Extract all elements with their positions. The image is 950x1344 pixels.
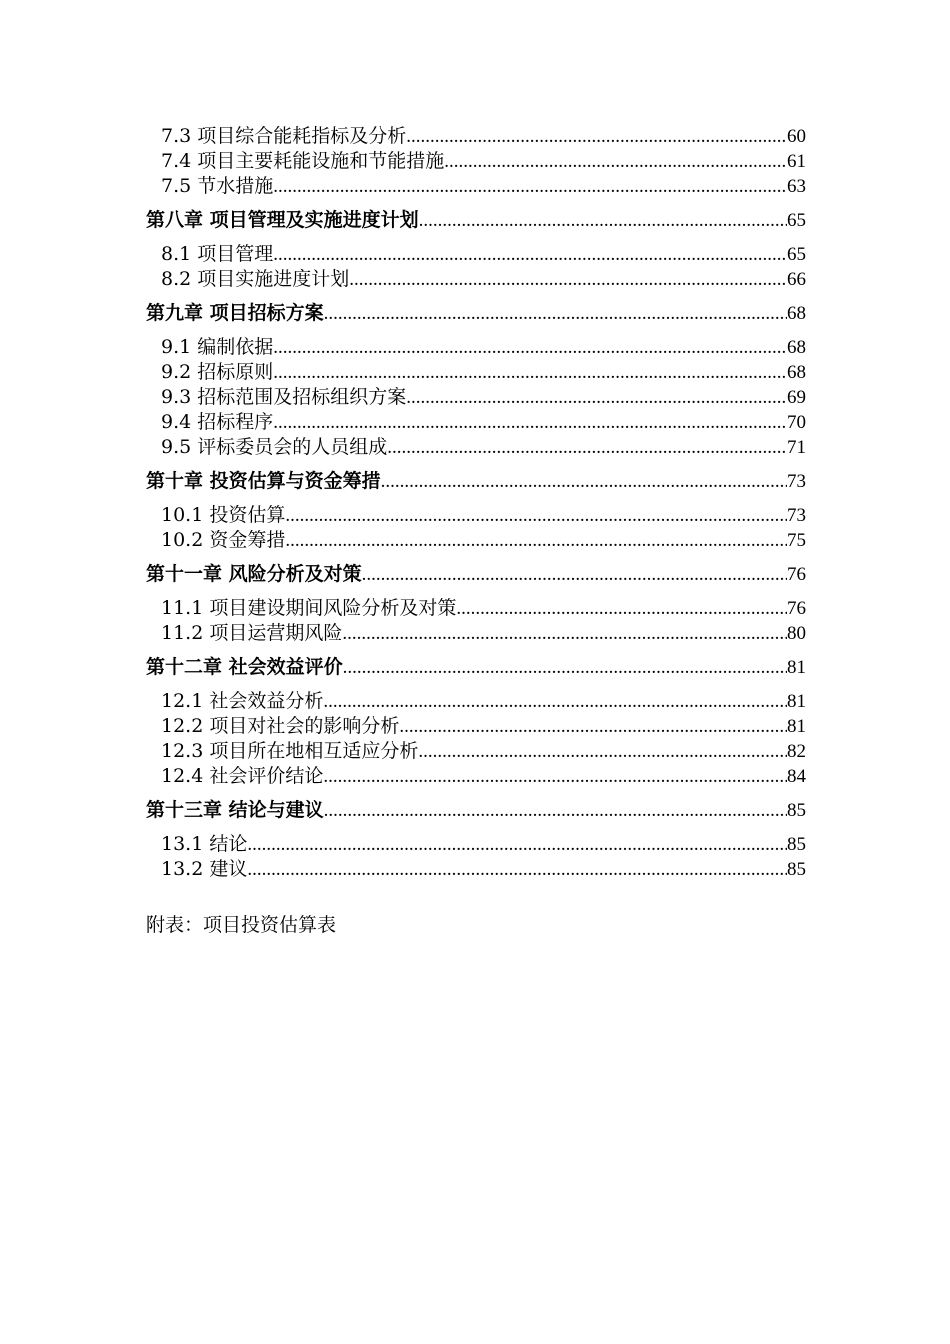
toc-chapter-page: 76 xyxy=(787,564,806,585)
toc-entry-title: 9.1 编制依据 xyxy=(161,336,274,358)
toc-entry[interactable] xyxy=(146,385,806,410)
toc-chapter-title: 第八章 项目管理及实施进度计划 xyxy=(146,209,419,231)
leader-dots xyxy=(273,335,787,360)
leader-dots xyxy=(387,435,787,460)
toc-entry-title: 10.1 投资估算 xyxy=(161,504,286,526)
toc-entry-title: 11.2 项目运营期风险 xyxy=(161,622,343,644)
toc-chapter[interactable] xyxy=(146,655,806,680)
leader-dots xyxy=(399,714,787,739)
leader-dots xyxy=(247,832,787,857)
toc-entry-page: 81 xyxy=(787,716,806,737)
leader-dots xyxy=(342,621,787,646)
toc-entry[interactable] xyxy=(146,124,806,149)
leader-dots xyxy=(456,596,787,621)
toc-entry[interactable] xyxy=(146,149,806,174)
toc-entry-page: 85 xyxy=(787,834,806,855)
toc-chapter-page: 73 xyxy=(787,471,806,492)
toc-entry-title: 12.2 项目对社会的影响分析 xyxy=(161,715,400,737)
leader-dots xyxy=(324,301,787,326)
toc-entry-page: 66 xyxy=(787,269,806,290)
toc-entry[interactable] xyxy=(146,242,806,267)
leader-dots xyxy=(273,410,787,435)
toc-entry-title: 12.4 社会评价结论 xyxy=(161,765,324,787)
table-of-contents xyxy=(146,124,806,882)
toc-entry[interactable] xyxy=(146,435,806,460)
leader-dots xyxy=(349,267,787,292)
toc-chapter-title: 第十二章 社会效益评价 xyxy=(146,656,343,678)
leader-dots xyxy=(273,242,787,267)
toc-entry-title: 7.4 项目主要耗能设施和节能措施 xyxy=(161,150,445,172)
toc-entry-title: 7.3 项目综合能耗指标及分析 xyxy=(161,125,407,147)
toc-entry[interactable] xyxy=(146,739,806,764)
leader-dots xyxy=(406,385,787,410)
leader-dots xyxy=(273,360,787,385)
toc-entry-title: 7.5 节水措施 xyxy=(161,175,274,197)
toc-entry-page: 82 xyxy=(787,741,806,762)
toc-entry[interactable] xyxy=(146,528,806,553)
leader-dots xyxy=(444,149,787,174)
leader-dots xyxy=(285,528,787,553)
toc-chapter-page: 68 xyxy=(787,303,806,324)
toc-entry-title: 10.2 资金筹措 xyxy=(161,529,286,551)
toc-entry[interactable] xyxy=(146,764,806,789)
toc-entry-page: 68 xyxy=(787,337,806,358)
toc-entry-page: 68 xyxy=(787,362,806,383)
leader-dots xyxy=(343,655,787,680)
toc-entry[interactable] xyxy=(146,503,806,528)
toc-chapter[interactable] xyxy=(146,798,806,823)
toc-entry-title: 8.2 项目实施进度计划 xyxy=(161,268,350,290)
toc-entry-title: 8.1 项目管理 xyxy=(161,243,274,265)
toc-entry-page: 61 xyxy=(787,151,806,172)
toc-entry[interactable] xyxy=(146,596,806,621)
toc-entry-page: 71 xyxy=(787,437,806,458)
toc-entry[interactable] xyxy=(146,621,806,646)
toc-entry[interactable] xyxy=(146,832,806,857)
appendix-note: 附表：项目投资估算表 xyxy=(146,914,337,936)
toc-entry[interactable] xyxy=(146,714,806,739)
toc-entry-title: 12.3 项目所在地相互适应分析 xyxy=(161,740,419,762)
toc-entry[interactable] xyxy=(146,174,806,199)
toc-entry-title: 12.1 社会效益分析 xyxy=(161,690,324,712)
leader-dots xyxy=(362,562,787,587)
toc-chapter[interactable] xyxy=(146,469,806,494)
toc-entry-page: 75 xyxy=(787,530,806,551)
leader-dots xyxy=(419,208,787,233)
toc-entry-page: 65 xyxy=(787,244,806,265)
toc-entry-title: 9.2 招标原则 xyxy=(161,361,274,383)
toc-chapter-page: 65 xyxy=(787,210,806,231)
toc-chapter-title: 第九章 项目招标方案 xyxy=(146,302,324,324)
toc-entry-title: 9.5 评标委员会的人员组成 xyxy=(161,436,388,458)
toc-entry-page: 84 xyxy=(787,766,806,787)
toc-entry-page: 76 xyxy=(787,598,806,619)
toc-entry[interactable] xyxy=(146,689,806,714)
leader-dots xyxy=(285,503,787,528)
leader-dots xyxy=(323,689,787,714)
toc-chapter-title: 第十三章 结论与建议 xyxy=(146,799,324,821)
toc-entry-title: 11.1 项目建设期间风险分析及对策 xyxy=(161,597,457,619)
toc-entry-page: 63 xyxy=(787,176,806,197)
toc-entry-page: 60 xyxy=(787,126,806,147)
toc-entry-page: 81 xyxy=(787,691,806,712)
toc-entry-title: 9.3 招标范围及招标组织方案 xyxy=(161,386,407,408)
leader-dots xyxy=(418,739,787,764)
leader-dots xyxy=(323,764,787,789)
toc-entry-title: 9.4 招标程序 xyxy=(161,411,274,433)
toc-entry[interactable] xyxy=(146,267,806,292)
toc-chapter-page: 81 xyxy=(787,657,806,678)
toc-entry-page: 85 xyxy=(787,859,806,880)
leader-dots xyxy=(381,469,787,494)
toc-chapter-title: 第十一章 风险分析及对策 xyxy=(146,563,362,585)
toc-entry[interactable] xyxy=(146,335,806,360)
toc-chapter[interactable] xyxy=(146,562,806,587)
toc-entry[interactable] xyxy=(146,857,806,882)
toc-entry-title: 13.1 结论 xyxy=(161,833,248,855)
leader-dots xyxy=(273,174,787,199)
leader-dots xyxy=(406,124,787,149)
toc-chapter-title: 第十章 投资估算与资金筹措 xyxy=(146,470,381,492)
toc-entry-page: 73 xyxy=(787,505,806,526)
toc-entry-page: 70 xyxy=(787,412,806,433)
leader-dots xyxy=(247,857,787,882)
toc-entry-title: 13.2 建议 xyxy=(161,858,248,880)
toc-chapter[interactable] xyxy=(146,208,806,233)
toc-entry-page: 80 xyxy=(787,623,806,644)
leader-dots xyxy=(324,798,787,823)
toc-chapter-page: 85 xyxy=(787,800,806,821)
toc-entry-page: 69 xyxy=(787,387,806,408)
toc-entry[interactable] xyxy=(146,360,806,385)
toc-entry[interactable] xyxy=(146,410,806,435)
toc-chapter[interactable] xyxy=(146,301,806,326)
